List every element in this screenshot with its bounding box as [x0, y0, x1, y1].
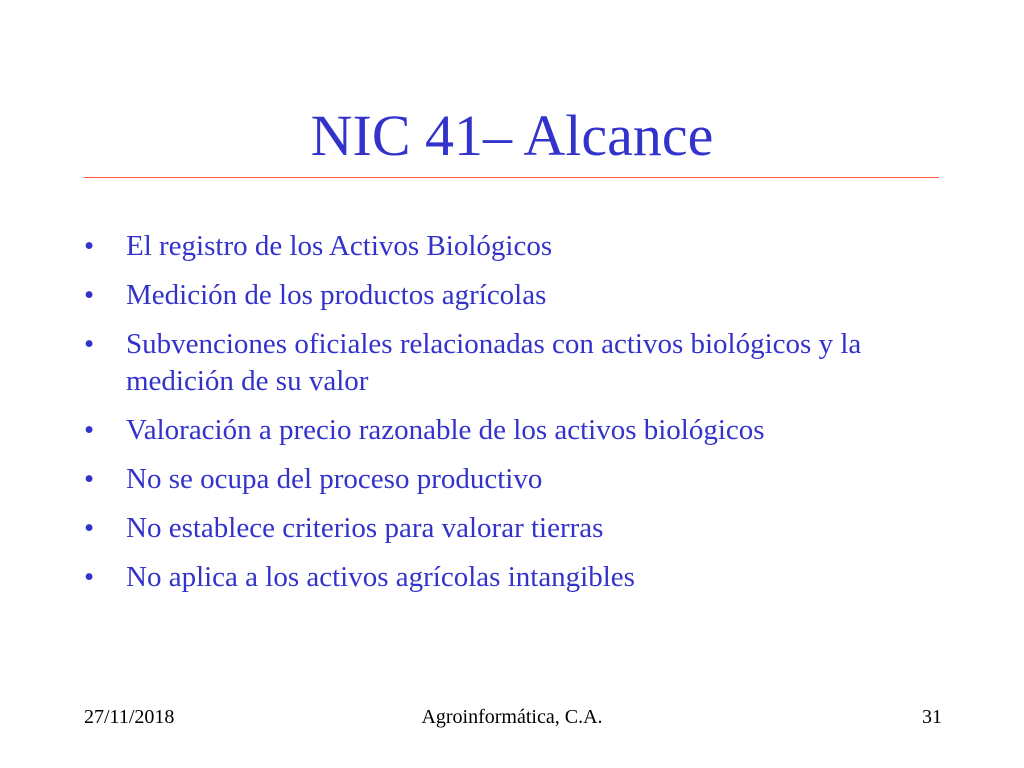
title-divider — [84, 177, 939, 178]
slide-title: NIC 41– Alcance — [310, 103, 714, 168]
bullet-item — [84, 559, 954, 596]
bullet-item — [84, 277, 954, 314]
bullet-item — [84, 461, 954, 498]
bullet-text: No aplica a los activos agrícolas intangibles — [126, 561, 635, 593]
bullet-item — [84, 326, 954, 400]
footer-date: 27/11/2018 — [84, 706, 175, 728]
bullet-dot-icon: • — [84, 414, 95, 446]
bullet-dot-icon: • — [84, 230, 95, 262]
bullet-dot-icon: • — [84, 279, 95, 311]
bullet-list — [84, 228, 954, 608]
bullet-text: Subvenciones oficiales relacionadas con activos biológicos y la medición de su valor — [126, 328, 862, 397]
bullet-item — [84, 510, 954, 547]
bullet-dot-icon: • — [84, 512, 95, 544]
bullet-text: No se ocupa del proceso productivo — [126, 463, 543, 495]
bullet-text: Medición de los productos agrícolas — [126, 279, 547, 311]
bullet-text: El registro de los Activos Biológicos — [126, 230, 553, 262]
bullet-dot-icon: • — [84, 463, 95, 495]
footer-company: Agroinformática, C.A. — [421, 706, 603, 728]
bullet-dot-icon: • — [84, 561, 95, 593]
bullet-item — [84, 228, 954, 265]
bullet-item — [84, 412, 954, 449]
bullet-dot-icon: • — [84, 328, 95, 360]
footer-page-number: 31 — [922, 706, 942, 728]
bullet-text: Valoración a precio razonable de los activos biológicos — [126, 414, 765, 446]
bullet-text: No establece criterios para valorar tierras — [126, 512, 604, 544]
